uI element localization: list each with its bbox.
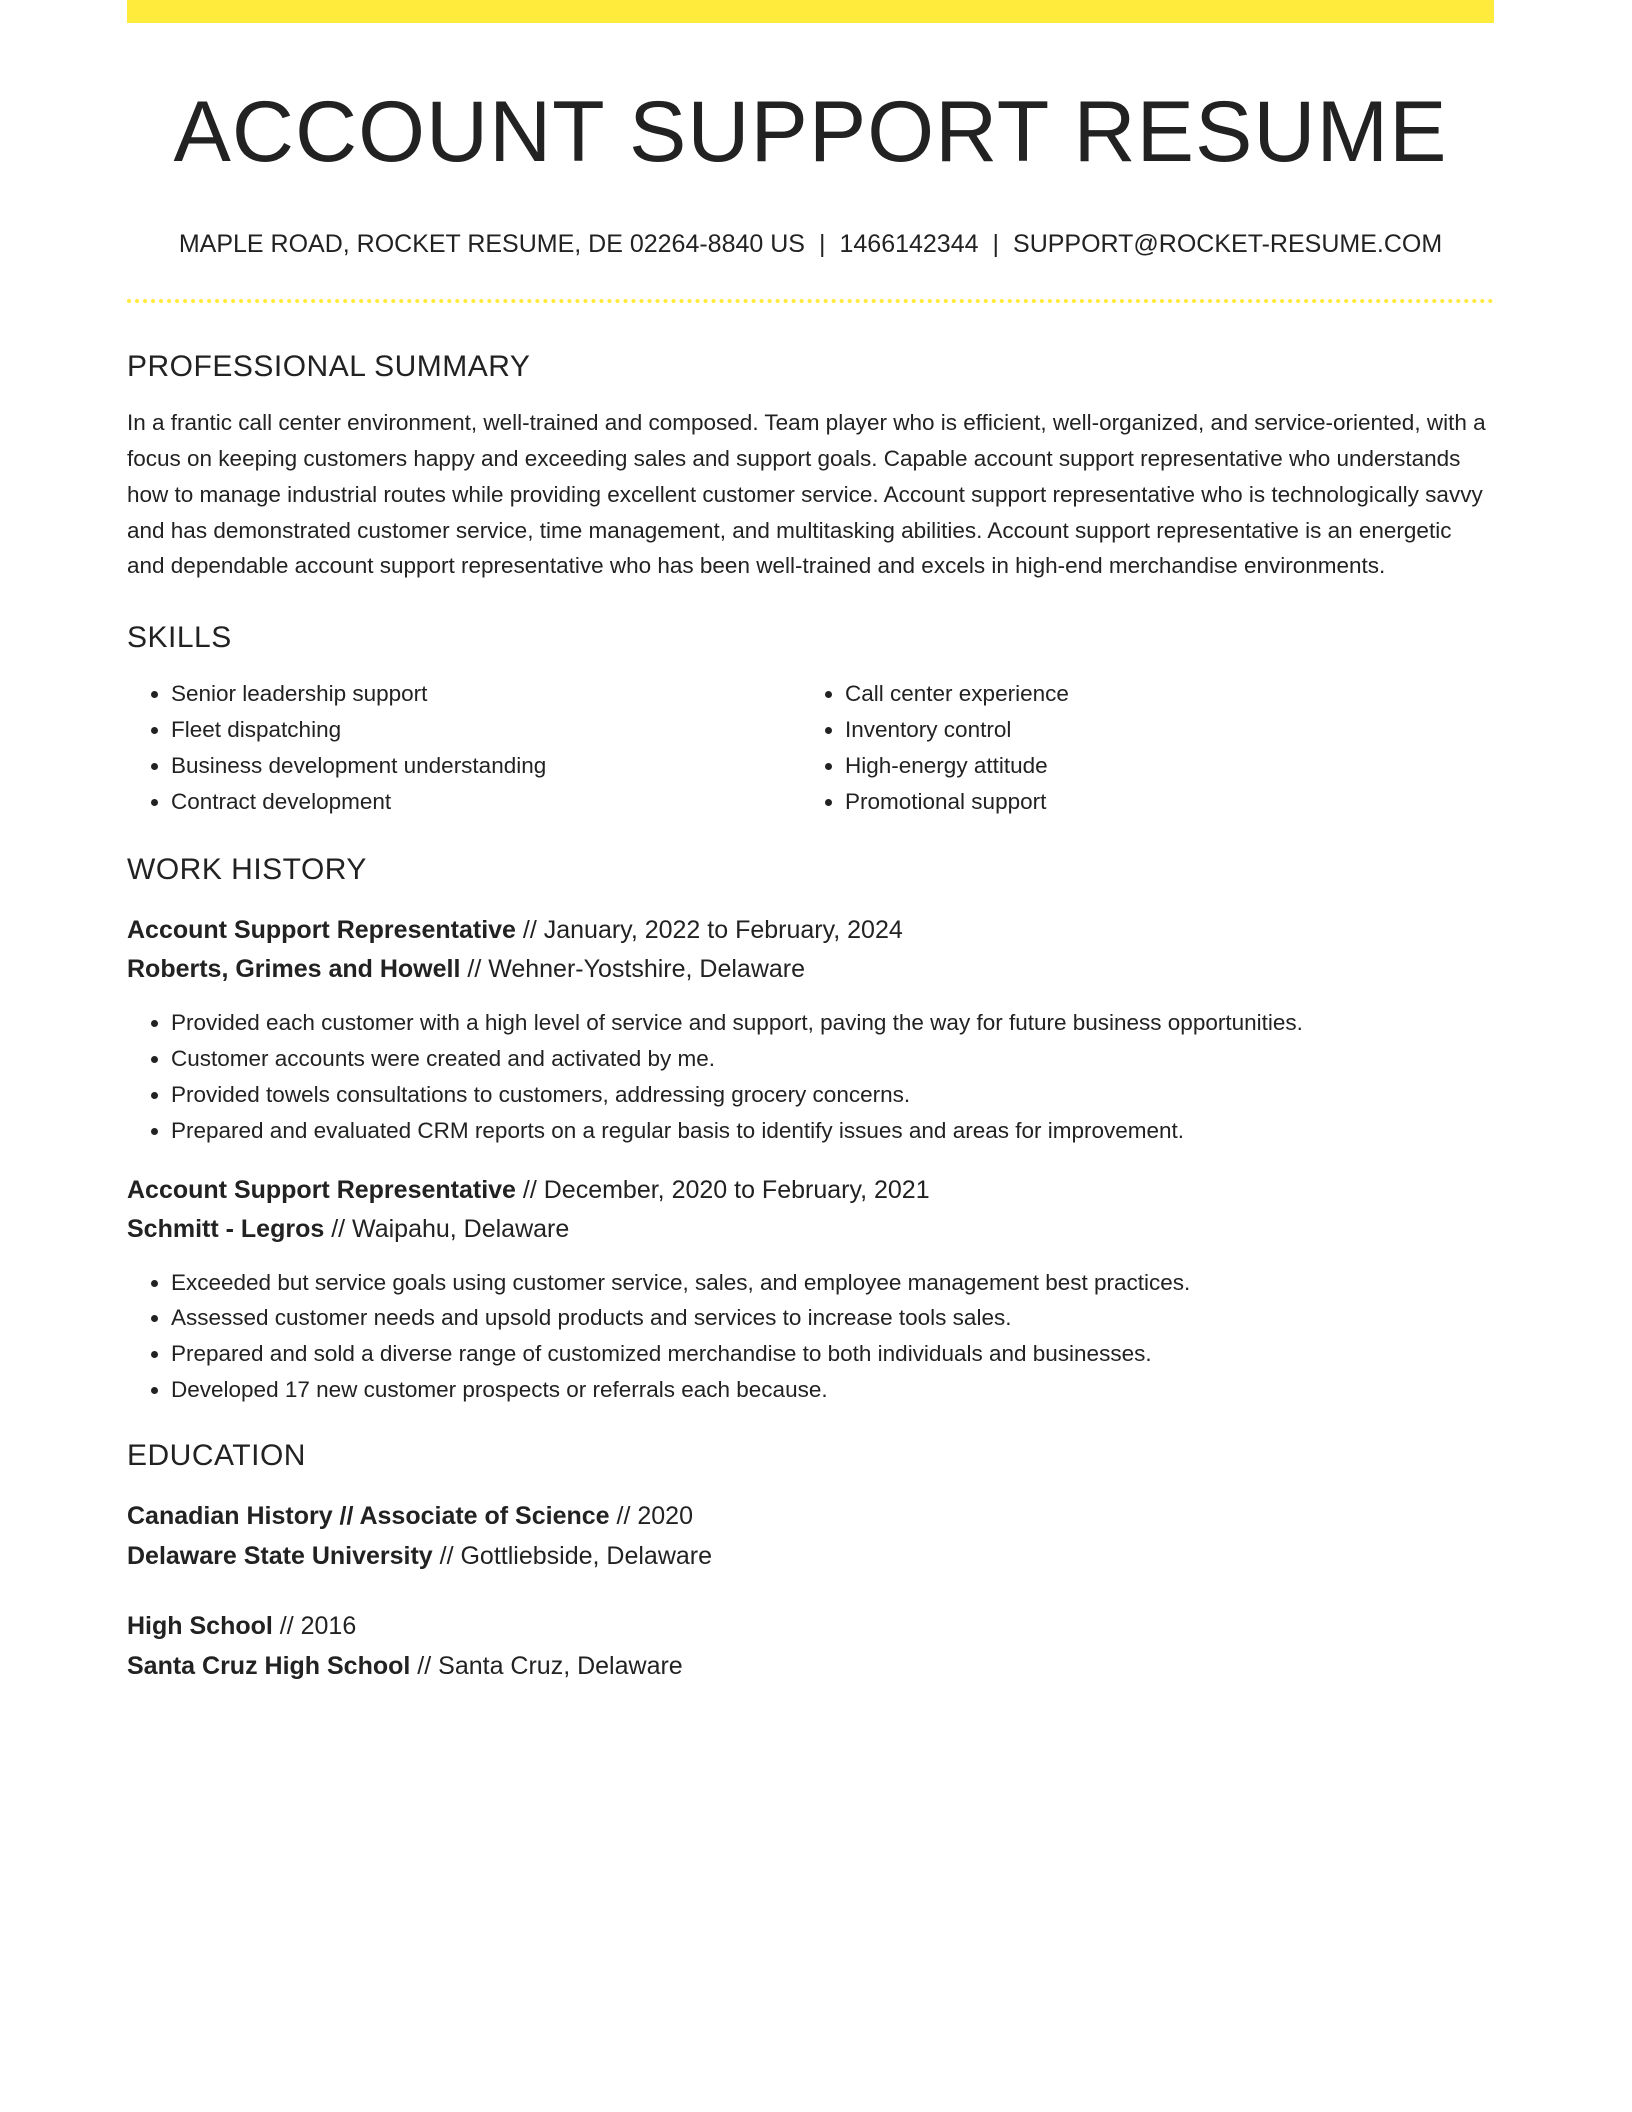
job-title: Account Support Representative bbox=[127, 916, 516, 945]
section-heading-work-history: WORK HISTORY bbox=[127, 853, 367, 887]
accent-top-bar bbox=[127, 0, 1494, 23]
contact-line bbox=[127, 229, 1494, 259]
job-location: // Waipahu, Delaware bbox=[324, 1214, 570, 1243]
contact-separator: | bbox=[992, 230, 1000, 259]
job-entry bbox=[127, 1171, 1494, 1408]
job-dates: // January, 2022 to February, 2024 bbox=[515, 916, 903, 945]
skill-item: • Business development understanding bbox=[171, 748, 801, 784]
job-bullet: • Provided each customer with a high level of service and support, paving the way for future business opportunities. bbox=[171, 1005, 1494, 1041]
skill-item: • Contract development bbox=[171, 784, 801, 820]
skill-item: • Senior leadership support bbox=[171, 676, 801, 712]
dotted-divider bbox=[127, 299, 1494, 303]
section-heading-summary: PROFESSIONAL SUMMARY bbox=[127, 350, 531, 384]
education-school: Delaware State University bbox=[127, 1541, 433, 1570]
job-title-line bbox=[127, 1171, 1494, 1210]
resume-title: ACCOUNT SUPPORT RESUME bbox=[173, 84, 1448, 180]
job-bullet: • Provided towels consultations to customers, addressing grocery concerns. bbox=[171, 1077, 1494, 1113]
job-bullet: • Developed 17 new customer prospects or referrals each because. bbox=[171, 1372, 1494, 1408]
education-location: // Gottliebside, Delaware bbox=[432, 1541, 712, 1570]
contact-address: MAPLE ROAD, ROCKET RESUME, DE 02264-8840 US bbox=[178, 230, 805, 259]
skills-list bbox=[127, 676, 1494, 819]
education-school-line bbox=[127, 1646, 1494, 1686]
job-bullet: • Prepared and sold a diverse range of customized merchandise to both individuals and businesses. bbox=[171, 1336, 1494, 1372]
job-bullet: • Assessed customer needs and upsold products and services to increase tools sales. bbox=[171, 1300, 1494, 1336]
education-degree: Canadian History // Associate of Science bbox=[127, 1501, 610, 1530]
skill-item: • Inventory control bbox=[845, 712, 1069, 748]
education-degree-line bbox=[127, 1606, 1494, 1646]
education-degree-line bbox=[127, 1496, 1494, 1536]
job-company: Roberts, Grimes and Howell bbox=[127, 955, 461, 984]
job-company-line bbox=[127, 1210, 1494, 1249]
education-school: Santa Cruz High School bbox=[127, 1651, 411, 1680]
education-location: // Santa Cruz, Delaware bbox=[410, 1651, 683, 1680]
job-company: Schmitt - Legros bbox=[127, 1214, 325, 1243]
job-bullet: • Exceeded but service goals using customer service, sales, and employee management best practices. bbox=[171, 1265, 1494, 1301]
education-entry bbox=[127, 1606, 1494, 1686]
skill-item: • Fleet dispatching bbox=[171, 712, 801, 748]
job-bullets bbox=[127, 1265, 1494, 1408]
job-bullets bbox=[127, 1005, 1494, 1148]
contact-email: SUPPORT@ROCKET-RESUME.COM bbox=[1013, 230, 1443, 259]
skills-column-right bbox=[801, 676, 1069, 819]
education-school-line bbox=[127, 1536, 1494, 1576]
job-dates: // December, 2020 to February, 2021 bbox=[515, 1175, 930, 1204]
contact-separator: | bbox=[818, 230, 826, 259]
resume-page bbox=[127, 0, 1494, 1686]
education-degree: High School bbox=[127, 1611, 273, 1640]
skills-column-left bbox=[127, 676, 801, 819]
job-company-line bbox=[127, 950, 1494, 989]
contact-phone: 1466142344 bbox=[839, 230, 979, 259]
section-heading-skills: SKILLS bbox=[127, 621, 232, 655]
job-entry bbox=[127, 911, 1494, 1148]
skill-item: • Call center experience bbox=[845, 676, 1069, 712]
summary-paragraph: In a frantic call center environment, well-trained and composed. Team player who is efficient, well-organized, and service-oriented, with a focus on keeping customers happy and exceeding sales and support goals. Capable account support representative who understands how to manage industrial routes while providing excellent customer service. Account support representative who is technologically savvy and has demonstrated customer service, time management, and multitasking abilities. Account support representative is an energetic and dependable account support representative who has been well-trained and excels in high-end merchandise environments. bbox=[127, 410, 1486, 579]
education-year: // 2020 bbox=[609, 1501, 693, 1530]
job-bullet: • Customer accounts were created and activated by me. bbox=[171, 1041, 1494, 1077]
job-title-line bbox=[127, 911, 1494, 950]
skill-item: • High-energy attitude bbox=[845, 748, 1069, 784]
skill-item: • Promotional support bbox=[845, 784, 1069, 820]
education-entry bbox=[127, 1496, 1494, 1576]
job-location: // Wehner-Yostshire, Delaware bbox=[460, 955, 806, 984]
job-bullet: • Prepared and evaluated CRM reports on a regular basis to identify issues and areas for improvement. bbox=[171, 1113, 1494, 1149]
section-heading-education: EDUCATION bbox=[127, 1438, 306, 1472]
education-year: // 2016 bbox=[272, 1611, 357, 1640]
job-title: Account Support Representative bbox=[127, 1175, 516, 1204]
